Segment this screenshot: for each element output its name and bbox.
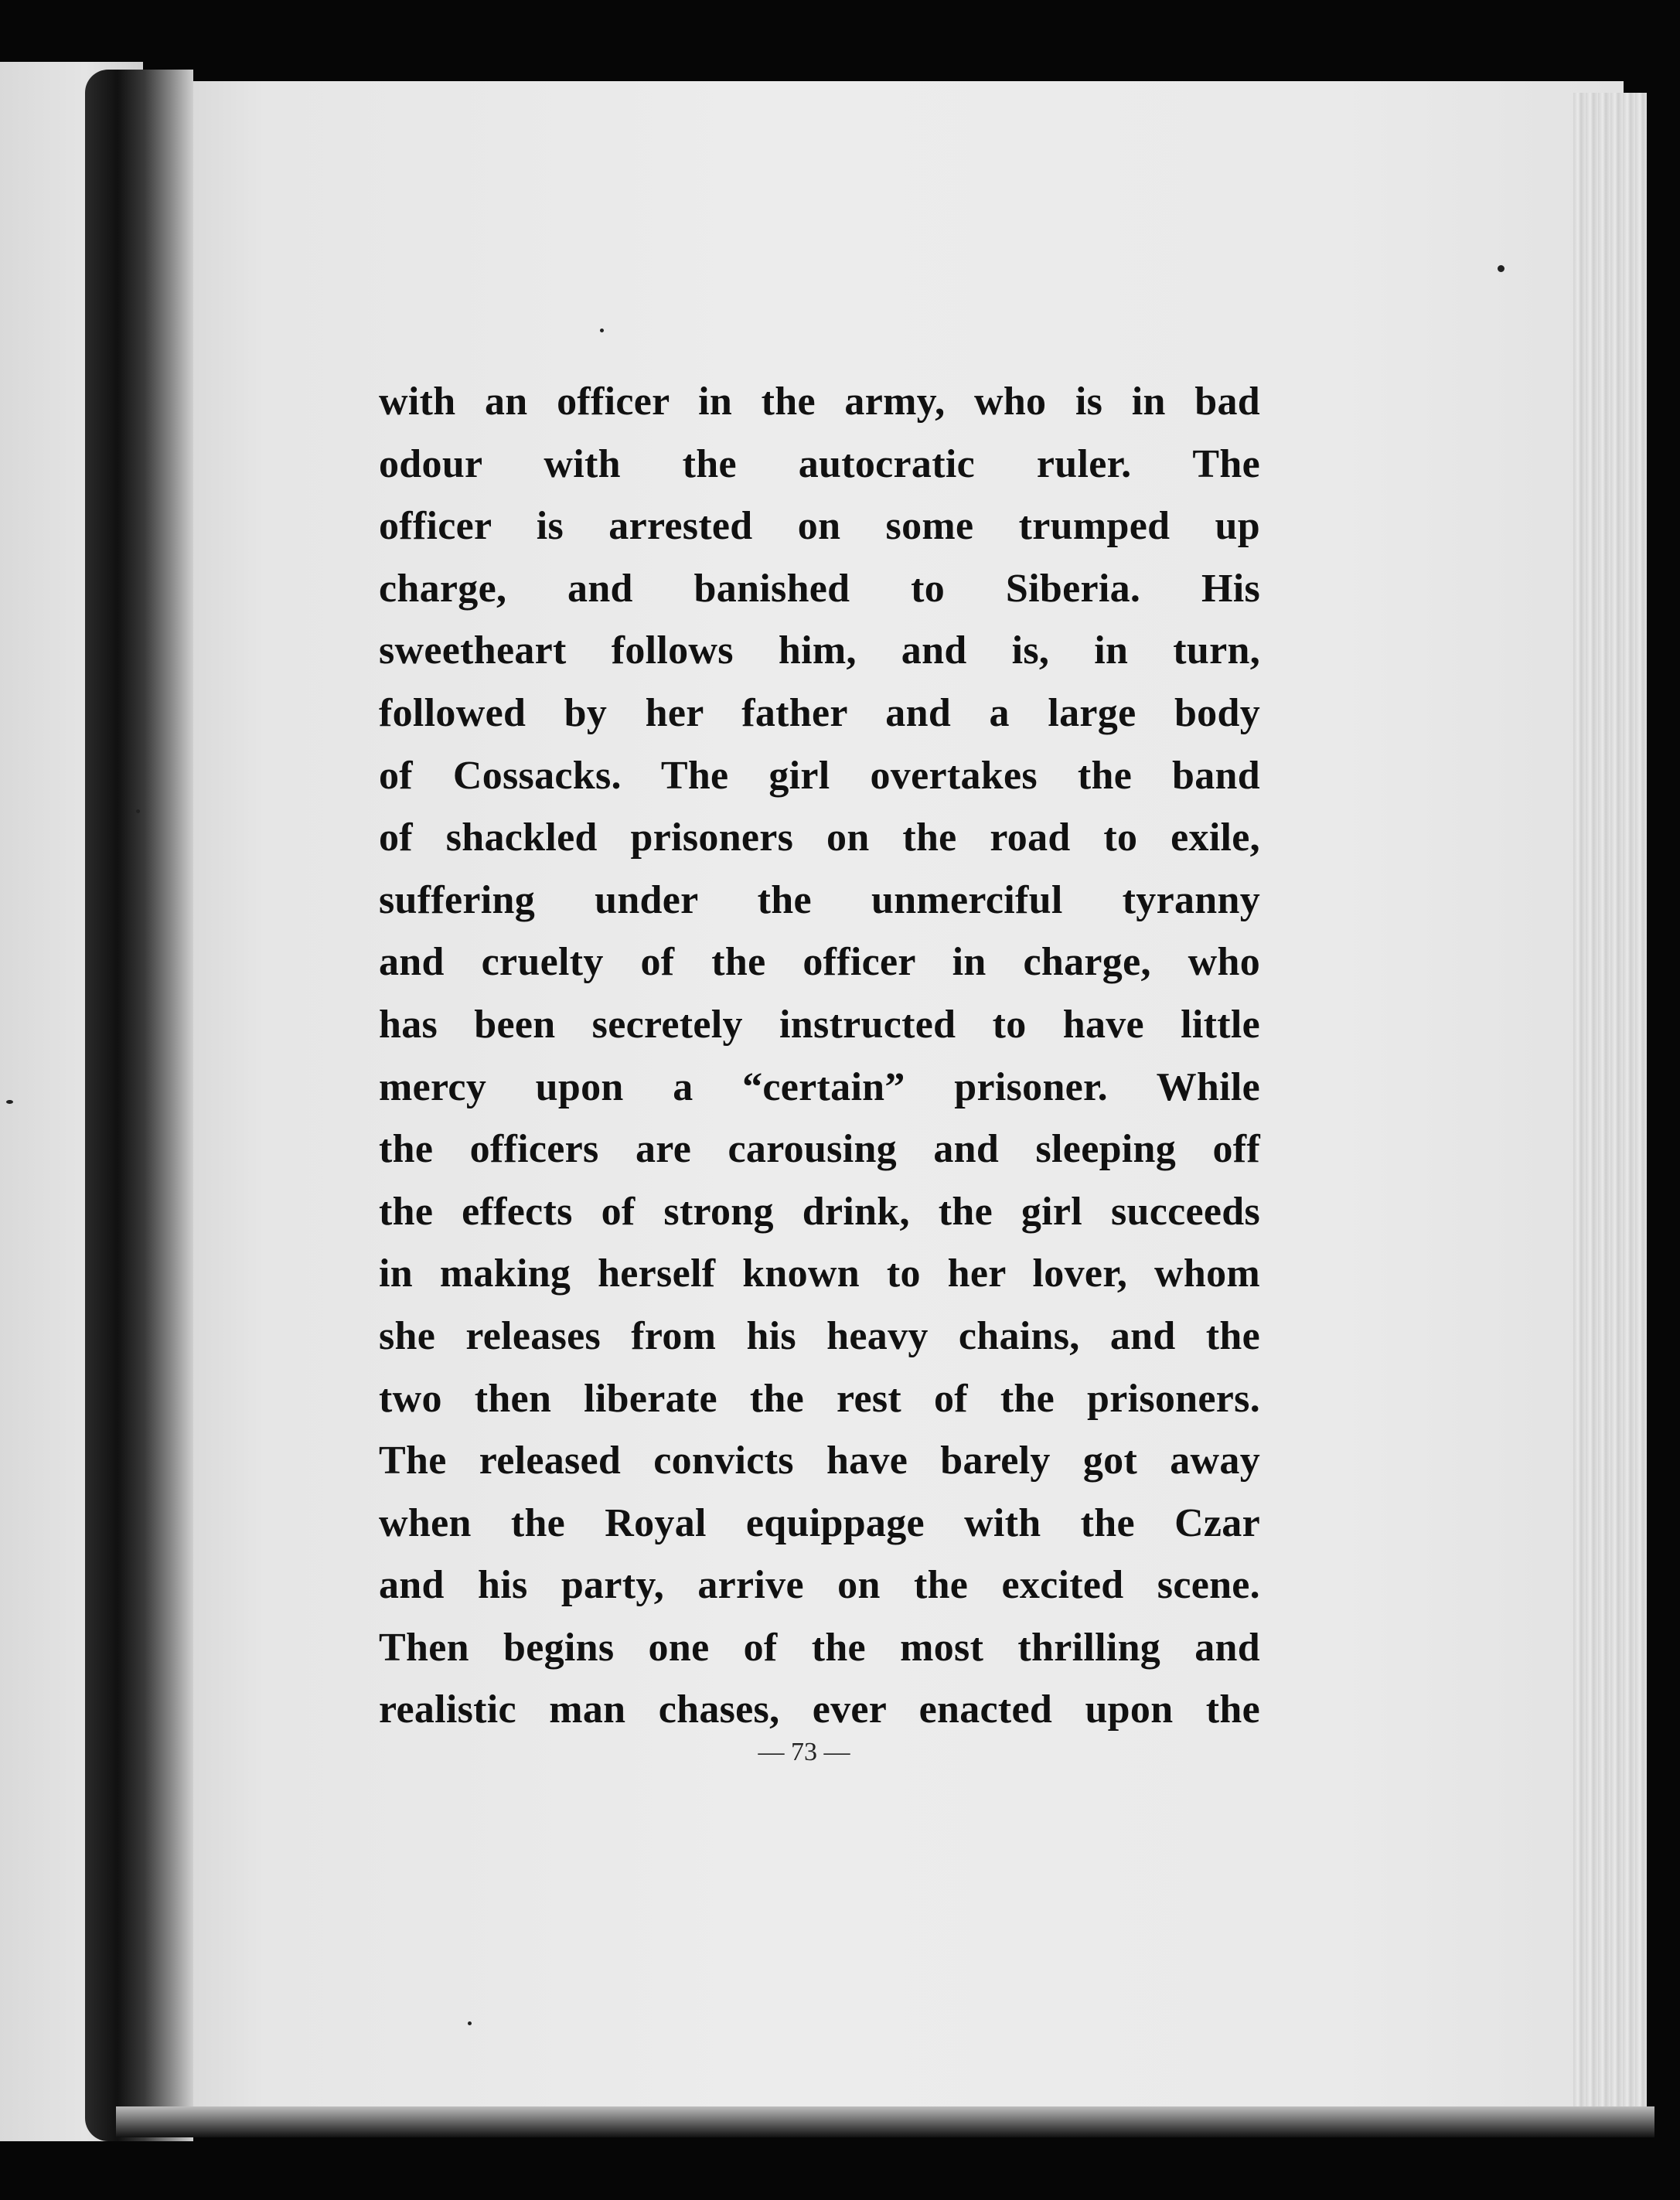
dust-speck [468, 2021, 472, 2025]
text-line: The released convicts have barely got away [379, 1439, 1260, 1483]
text-line: mercy upon a “certain” prisoner. While [379, 1064, 1260, 1109]
text-line: and cruelty of the officer in charge, who [379, 940, 1260, 985]
text-line: sweetheart follows him, and is, in turn, [379, 628, 1260, 673]
text-line: of shackled prisoners on the road to exile, [379, 816, 1260, 860]
text-line: followed by her father and a large body [379, 690, 1260, 735]
page-stack-edge [1573, 93, 1647, 2114]
text-line: two then liberate the rest of the prisoners. [379, 1376, 1260, 1421]
text-line: officer is arrested on some trumped up [379, 504, 1260, 549]
book-gutter [85, 70, 193, 2141]
dust-speck [1498, 265, 1505, 272]
text-line: of Cossacks. The girl overtakes the band [379, 753, 1260, 798]
text-line: the officers are carousing and sleeping off [379, 1127, 1260, 1172]
page-number: — 73 — [758, 1738, 850, 1766]
text-line: when the Royal equippage with the Czar [379, 1500, 1260, 1545]
text-line: odour with the autocratic ruler. The [379, 441, 1260, 486]
dust-speck [600, 329, 604, 332]
dust-speck [136, 809, 140, 813]
text-line: suffering under the unmerciful tyranny [379, 877, 1260, 922]
text-line: charge, and banished to Siberia. His [379, 566, 1260, 611]
text-line: realistic man chases, ever enacted upon the [379, 1687, 1260, 1732]
text-line: and his party, arrive on the excited scene. [379, 1563, 1260, 1608]
text-line: with an officer in the army, who is in bad [379, 380, 1260, 424]
body-text [379, 371, 1260, 1742]
text-line: the effects of strong drink, the girl succeeds [379, 1189, 1260, 1234]
bottom-shadow [116, 2106, 1654, 2137]
text-line: Then begins one of the most thrilling and [379, 1625, 1260, 1670]
text-line: has been secretely instructed to have little [379, 1002, 1260, 1047]
text-line: she releases from his heavy chains, and the [379, 1313, 1260, 1358]
dust-speck [6, 1100, 13, 1104]
text-line: in making herself known to her lover, whom [379, 1252, 1260, 1296]
